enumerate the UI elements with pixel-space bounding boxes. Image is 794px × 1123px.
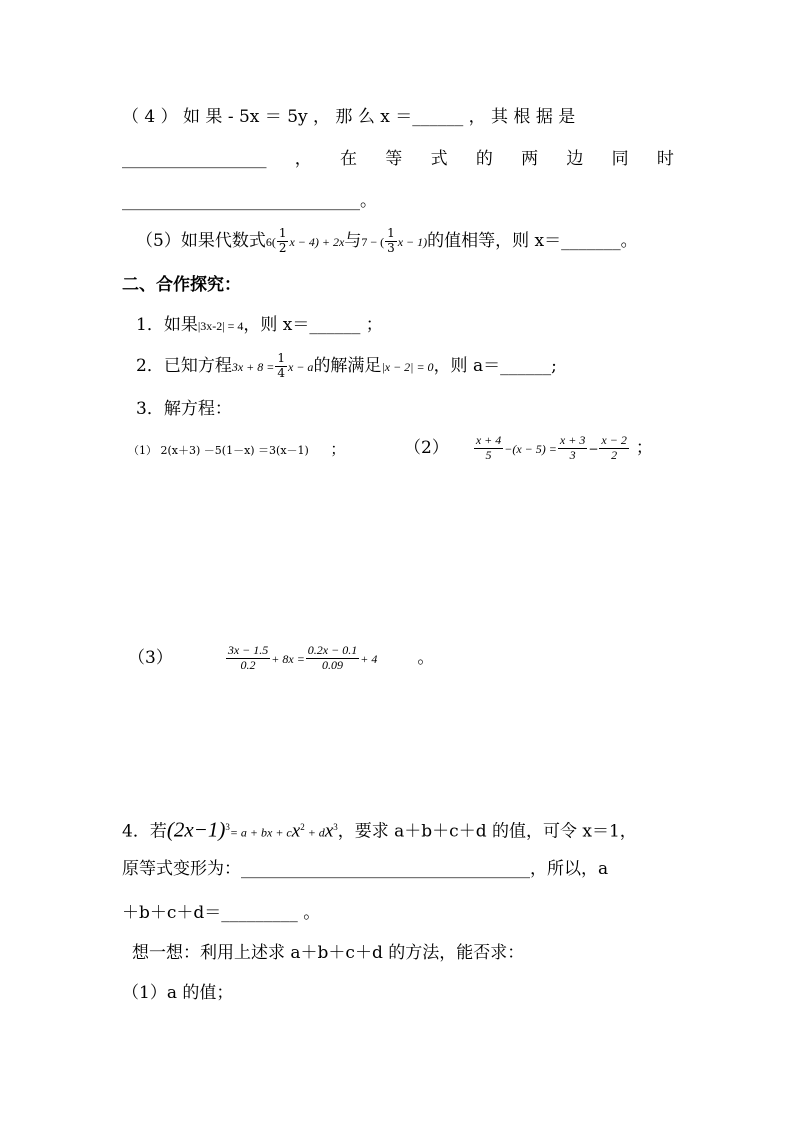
eq2-fraction-1: $\frac{x + 4}{5}$ bbox=[475, 433, 502, 462]
eq2-fraction-3: $\frac{x - 2}{2}$ bbox=[601, 433, 627, 462]
q4-line1: （ 4 ） 如 果 - 5x ＝ 5y ， 那 么 x ＝______ ， 其 根 据 是 bbox=[122, 107, 576, 127]
eq3-fraction-1: $\frac{3x - 1.5}{0.2}$ bbox=[227, 643, 269, 672]
problem-1: 1．如果|3x-2| = 4，则 x＝______ ； bbox=[136, 315, 383, 335]
q4-line2: _________________ ， 在 等 式 的 两 边 同 时 bbox=[122, 149, 674, 169]
p2-fraction: $\frac{1}{4}$ bbox=[277, 351, 285, 380]
problem-3-label: 3．解方程： bbox=[136, 399, 232, 419]
eq2-fraction-2: $\frac{x + 3}{3}$ bbox=[559, 433, 586, 462]
sub-question-1: （1）a 的值； bbox=[122, 983, 234, 1003]
q5-fraction-third: $\frac{1}{3}$ bbox=[387, 226, 395, 255]
binomial-base: (2x−1) bbox=[166, 817, 226, 842]
abs-expression: |3x-2| = 4 bbox=[197, 319, 244, 333]
q4-line2-blank: _________________ bbox=[122, 149, 267, 169]
problem-4-line3: ＋b＋c＋d＝_________ 。 bbox=[122, 903, 321, 923]
section-title: 二、合作探究： bbox=[122, 275, 241, 295]
problem-4-line2: 原等式变形为：__________________________________，所以，a bbox=[122, 859, 609, 879]
equation-1: （1） 2(x＋3) －5(1－x) ＝3(x－1) ； bbox=[128, 440, 346, 458]
q5-fraction-half: $\frac{1}{2}$ bbox=[278, 226, 287, 255]
problem-4-line1: 4．若$(2x-1)^3= a$ + bx + $cx^2 + dx^3$，要求 a＋b＋c＋d 的值，可令 x＝1， bbox=[122, 817, 637, 842]
q5-line: （5）如果代数式6( $\frac{1}{2}$ x − 4) + 2x与7 − ( $\frac{1}{3}$ x − 1)的值相等，则 x＝_______。 bbox=[136, 226, 638, 255]
problem-2: 2．已知方程3x + 8 = $\frac{1}{4}$ x − a的解满足|x − 2| = 0，则 a＝______; bbox=[136, 351, 557, 380]
eq3-fraction-2: $\frac{0.2x - 0.1}{0.09}$ bbox=[307, 643, 358, 672]
think-prompt: 想一想：利用上述求 a＋b＋c＋d 的方法，能否求： bbox=[132, 943, 525, 963]
equation-3: （3） $\frac{3x - 1.5}{0.2}$ + 8x = $\frac{0.2x - 0.1}{0.09}$ + 4 。 bbox=[128, 643, 435, 672]
equation-2: （2） $\frac{x + 4}{5}$ −(x − 5) = $\frac{x + 3}{3}$ − $\frac{x - 2}{2}$ ； bbox=[404, 433, 653, 462]
q4-line3: ____________________________。 bbox=[122, 191, 377, 211]
